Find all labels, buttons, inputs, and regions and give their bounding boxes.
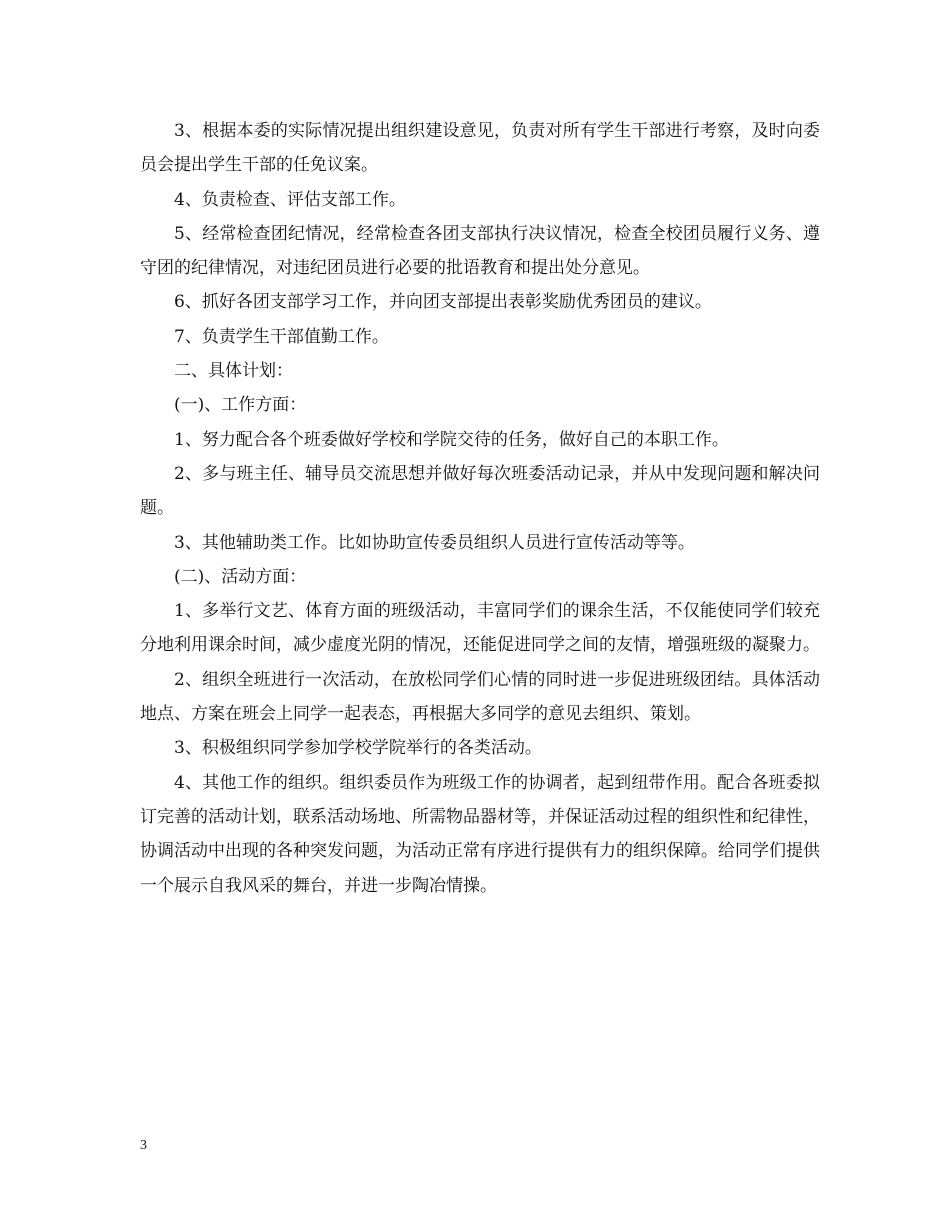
- paragraph-activity-1: 1、多举行文艺、体育方面的班级活动，丰富同学们的课余生活，不仅能使同学们较充分地利用课余时间，减少虚度光阴的情况，还能促进同学之间的友情，增强班级的凝聚力。: [140, 601, 820, 656]
- subsection-heading-activities: (二)、活动方面：: [174, 566, 307, 587]
- page-number: 3: [140, 1138, 147, 1153]
- paragraph-duty-3: 3、根据本委的实际情况提出组织建设意见，负责对所有学生干部进行考察，及时向委员会提出学生干部的任免议案。: [140, 121, 820, 176]
- paragraph-activity-2: 2、组织全班进行一次活动，在放松同学们心情的同时进一步促进班级团结。具体活动地点、方案在班会上同学一起表态，再根据大多同学的意见去组织、策划。: [140, 669, 820, 725]
- document-body: [140, 114, 820, 903]
- section-heading-plan: 二、具体计划：: [174, 361, 293, 382]
- paragraph-work-3: 3、其他辅助类工作。比如协助宣传委员组织人员进行宣传活动等等。: [174, 532, 695, 553]
- paragraph-activity-4: 4、其他工作的组织。组织委员作为班级工作的协调者，起到纽带作用。配合各班委拟订完善的活动计划，联系活动场地、所需物品器材等，并保证活动过程的组织性和纪律性，协调活动中出现的各种突发问题，为活动正常有序进行提供有力的组织保障。给同学们提供一个展示自我风采的舞台，并进一步陶冶情操。: [140, 772, 820, 896]
- paragraph-duty-5: 5、经常检查团纪情况，经常检查各团支部执行决议情况，检查全校团员履行义务、遵守团的纪律情况，对违纪团员进行必要的批语教育和提出处分意见。: [140, 223, 820, 279]
- paragraph-duty-6: 6、抓好各团支部学习工作，并向团支部提出表彰奖励优秀团员的建议。: [174, 292, 712, 313]
- paragraph-duty-4: 4、负责检查、评估支部工作。: [174, 189, 406, 210]
- paragraph-activity-3: 3、积极组织同学参加学校学院举行的各类活动。: [174, 738, 542, 759]
- paragraph-work-2: 2、多与班主任、辅导员交流思想并做好每次班委活动记录，并从中发现问题和解决问题。: [140, 463, 820, 519]
- paragraph-work-1: 1、努力配合各个班委做好学校和学院交待的任务，做好自己的本职工作。: [174, 429, 729, 450]
- subsection-heading-work: (一)、工作方面：: [174, 395, 307, 416]
- paragraph-duty-7: 7、负责学生干部值勤工作。: [174, 326, 389, 347]
